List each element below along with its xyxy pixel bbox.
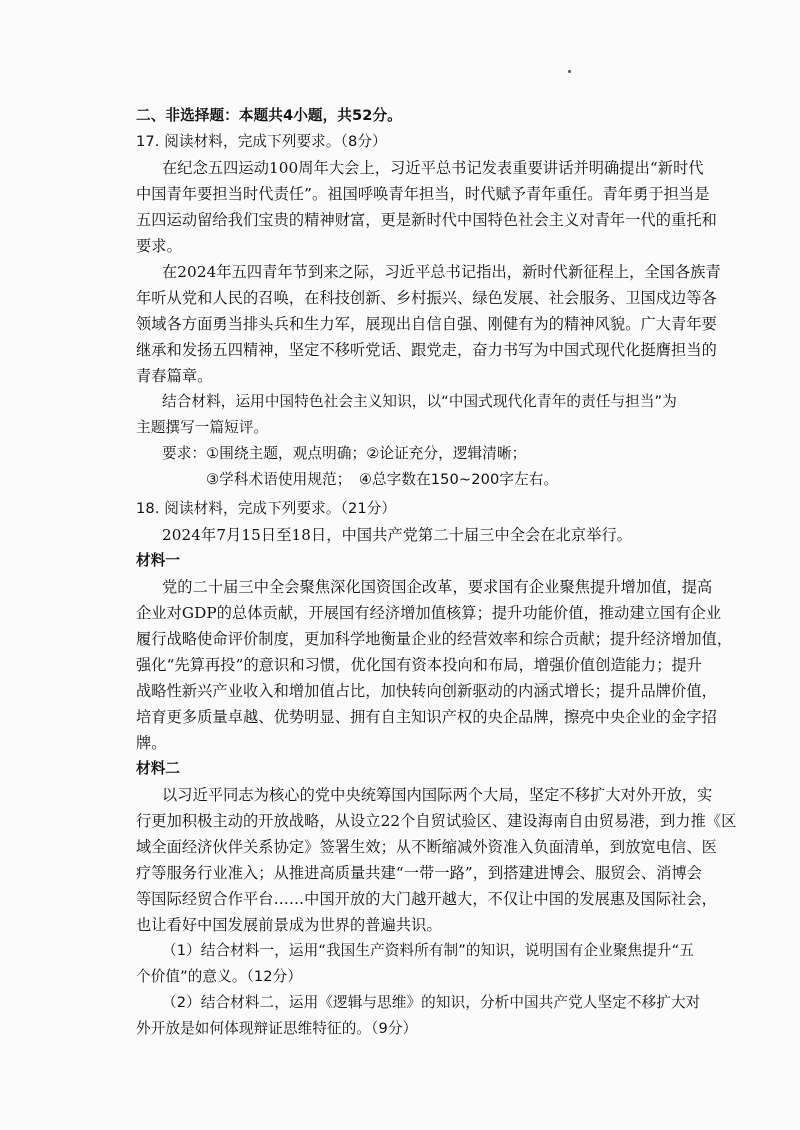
text-line: 域全面经济伙伴关系协定》签署生效；从不断缩减外资准入负面清单，到放宽电信、医 [136,838,717,856]
text-line: 结合材料，运用中国特色社会主义知识，以“中国式现代化青年的责任与担当”为 [162,393,677,410]
text-line: 企业对GDP的总体贡献，开展国有经济增加值核算；提升功能价值，推动建立国有企业 [136,604,722,622]
requirement-line-2: ③学科术语使用规范； ④总字数在150~200字左右。 [206,471,559,488]
q17-task [136,389,706,441]
text-line: 五四运动留给我们宝贵的精神财富，更是新时代中国特色社会主义对青年一代的重托和 [136,211,717,229]
text-line: 要求。 [136,237,182,255]
scan-speck [568,70,571,73]
q18-intro: 2024年7月15日至18日，中国共产党第二十届三中全会在北京举行。 [162,526,633,544]
text-line: 也让看好中国发展前景成为世界的普遍共识。 [136,916,442,934]
sub-question-2 [136,990,706,1042]
text-line: 履行战略使命评价制度，更加科学地衡量企业的经营效率和综合贡献；提升经济增加值， [136,630,733,648]
text-line: 年听从党和人民的召唤，在科技创新、乡村振兴、绿色发展、社会服务、卫国戍边等各 [136,289,717,307]
text-line: 牌。 [136,734,167,752]
text-line: 强化“先算再投”的意识和习惯，优化国有资本投向和布局，增强价值创造能力；提升 [136,656,703,674]
text-line: 中国青年要担当时代责任”。祖国呼唤青年担当，时代赋予青年重任。青年勇于担当是 [136,185,710,203]
text-line: （1）结合材料一，运用“我国生产资料所有制”的知识，说明国有企业聚焦提升“五 [162,942,694,959]
text-line: 领域各方面勇当排头兵和生力军，展现出自信自强、刚健有为的精神风貌。广大青年要 [136,315,717,333]
text-line: 个价值”的意义。（12分） [136,968,303,985]
material-2-label: 材料二 [136,760,181,777]
q17-paragraph-1 [136,155,717,259]
text-line: 青春篇章。 [136,367,213,385]
material-1-label: 材料一 [136,552,181,569]
q17-paragraph-2 [136,259,721,389]
sub-question-1 [136,938,706,990]
question-17 [136,129,721,493]
material-2 [136,782,737,938]
material-1 [136,574,733,756]
q17-requirements [136,441,706,493]
text-line: 在2024年五四青年节到来之际，习近平总书记指出，新时代新征程上，全国各族青 [162,263,721,281]
text-line: （2）结合材料二，运用《逻辑与思维》的知识，分析中国共产党人坚定不移扩大对 [162,994,701,1011]
text-line: 行更加积极主动的开放战略，从设立22个自贸试验区、建设海南自由贸易港，到力推《区 [136,812,737,830]
q17-heading: 17. 阅读材料，完成下列要求。（8分） [136,133,387,150]
text-line: 等国际经贸合作平台……中国开放的大门越开越大，不仅让中国的发展惠及国际社会， [136,890,717,908]
text-line: 培育更多质量卓越、优势明显、拥有自主知识产权的央企品牌，擦亮中央企业的金字招 [136,708,717,726]
text-line: 以习近平同志为核心的党中央统筹国内国际两个大局，坚定不移扩大对外开放，实 [162,786,713,804]
question-18 [136,496,737,1042]
section-title: 二、非选择题：本题共4小题，共52分。 [136,107,402,124]
text-line: 疗等服务行业准入；从推进高质量共建“一带一路”，到搭建进博会、服贸会、消博会 [136,864,703,882]
text-line: 战略性新兴产业收入和增加值占比，加快转向创新驱动的内涵式增长；提升品牌价值， [136,682,717,700]
requirement-line-1: 要求：①围绕主题，观点明确；②论证充分，逻辑清晰； [162,445,527,462]
q18-heading: 18. 阅读材料，完成下列要求。（21分） [136,500,397,517]
text-line: 继承和发扬五四精神，坚定不移听党话、跟党走，奋力书写为中国式现代化挺膺担当的 [136,341,717,359]
text-line: 党的二十届三中全会聚焦深化国资国企改革，要求国有企业聚焦提升增加值，提高 [162,578,713,596]
text-line: 主题撰写一篇短评。 [136,419,269,436]
text-line: 外开放是如何体现辩证思维特征的。（9分） [136,1020,418,1037]
text-line: 在纪念五四运动100周年大会上，习近平总书记发表重要讲话并明确提出“新时代 [162,159,704,177]
section-header [136,103,706,129]
